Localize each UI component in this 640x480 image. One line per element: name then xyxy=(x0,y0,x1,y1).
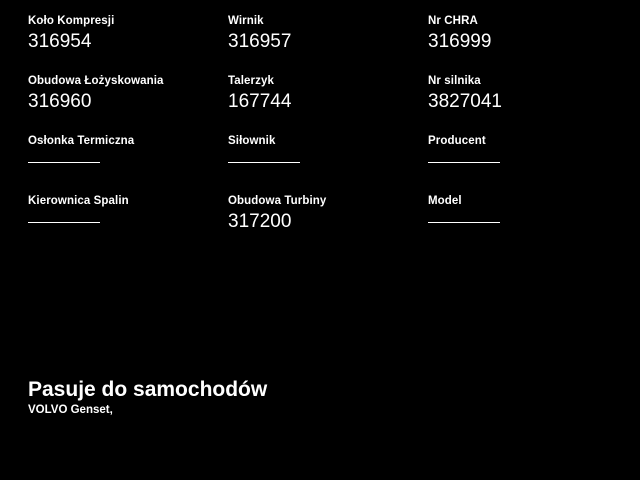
spec-value-placeholder xyxy=(428,222,500,223)
spec-value: 316960 xyxy=(28,91,92,112)
spec-value: 316999 xyxy=(428,31,492,52)
spec-value-placeholder xyxy=(28,162,100,163)
spec-label: Koło Kompresji xyxy=(28,15,115,27)
spec-item-model xyxy=(428,194,628,254)
spec-item-silownik xyxy=(228,134,428,194)
spec-item-wirnik xyxy=(228,14,428,74)
spec-value: 316957 xyxy=(228,31,292,52)
spec-label: Kierownica Spalin xyxy=(28,195,129,207)
spec-value-placeholder xyxy=(28,222,100,223)
spec-value: 167744 xyxy=(228,91,292,112)
spec-item-oslonka-termiczna xyxy=(28,134,228,194)
spec-item-kolo-kompresji xyxy=(28,14,228,74)
spec-label: Osłonka Termiczna xyxy=(28,135,135,147)
spec-label: Nr CHRA xyxy=(428,15,478,27)
spec-label: Model xyxy=(428,195,462,207)
spec-item-nr-silnika xyxy=(428,74,628,134)
fits-vehicle-list: VOLVO Genset, xyxy=(28,404,113,416)
spec-label: Talerzyk xyxy=(228,75,274,87)
spec-label: Producent xyxy=(428,135,486,147)
spec-value: 316954 xyxy=(28,31,92,52)
spec-item-producent xyxy=(428,134,628,194)
fits-section xyxy=(28,378,588,417)
spec-label: Obudowa Turbiny xyxy=(228,195,327,207)
fits-title: Pasuje do samochodów xyxy=(28,378,268,401)
spec-value-placeholder xyxy=(428,162,500,163)
spec-value-placeholder xyxy=(228,162,300,163)
spec-item-talerzyk xyxy=(228,74,428,134)
spec-grid xyxy=(28,14,612,254)
spec-item-kierownica-spalin xyxy=(28,194,228,254)
spec-value: 3827041 xyxy=(428,91,502,112)
spec-label: Wirnik xyxy=(228,15,264,27)
spec-label: Nr silnika xyxy=(428,75,481,87)
spec-item-obudowa-lozyskowania xyxy=(28,74,228,134)
spec-label: Siłownik xyxy=(228,135,276,147)
spec-value: 317200 xyxy=(228,211,292,232)
spec-label: Obudowa Łożyskowania xyxy=(28,75,164,87)
spec-item-obudowa-turbiny xyxy=(228,194,428,254)
spec-item-nr-chra xyxy=(428,14,628,74)
